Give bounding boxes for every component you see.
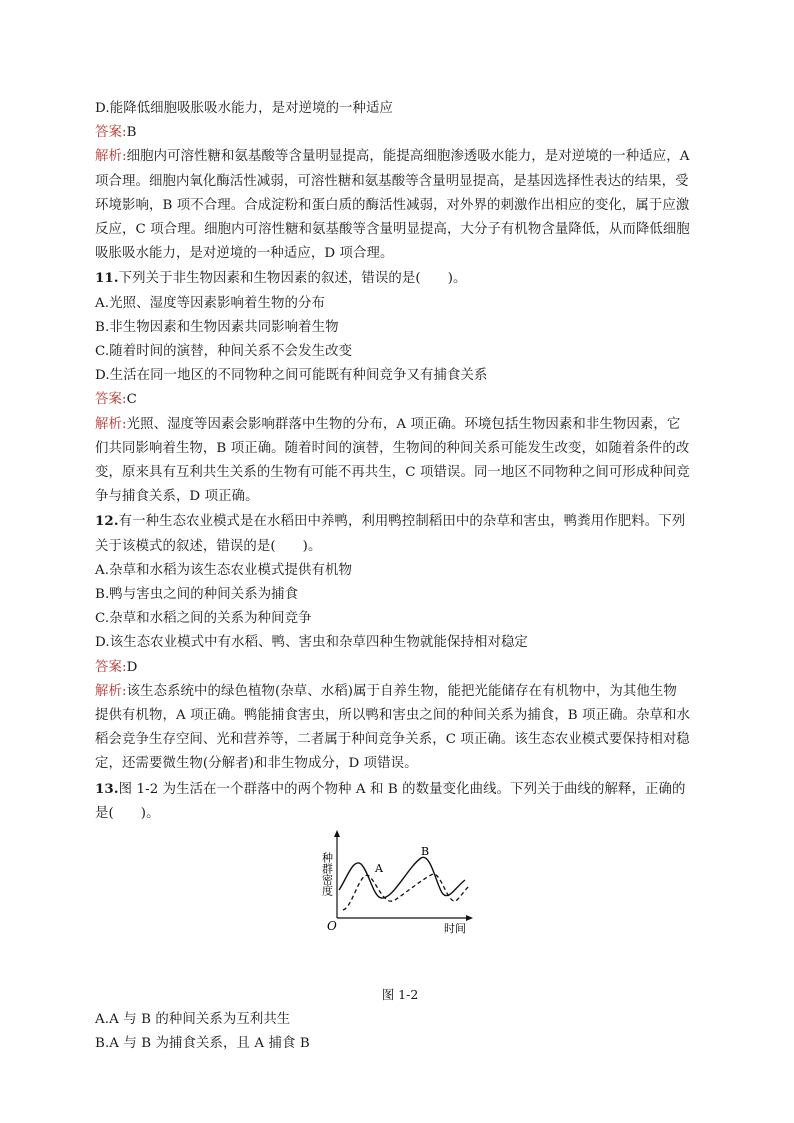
- explanation-line: 提供有机物，A 项正确。鸭能捕食害虫，所以鸭和害虫之间的种间关系为捕食，B 项正确。杂草和水: [95, 708, 691, 724]
- curve-a-label: A: [375, 862, 383, 876]
- option-line: C.随着时间的演替，种间关系不会发生改变: [95, 344, 353, 360]
- population-density-figure: [95, 826, 705, 986]
- answer-line: 答案:D: [95, 659, 138, 675]
- option-line: B.鸭与害虫之间的种间关系为捕食: [95, 587, 299, 603]
- explanation-line: 吸胀吸水能力，是对逆境的一种适应，D 项合理。: [95, 246, 394, 262]
- option-line: A.杂草和水稻为该生态农业模式提供有机物: [95, 562, 352, 578]
- option-line: B.非生物因素和生物因素共同影响着生物: [95, 319, 339, 335]
- question-line: 12.有一种生态农业模式是在水稻田中养鸭，利用鸭控制稻田中的杂草和害虫，鸭粪用作肥料。下列: [95, 513, 686, 530]
- explanation-line: 变，原来具有互利共生关系的生物有可能不再共生，C 项错误。同一地区不同物种之间可形成种间竞: [95, 465, 690, 481]
- explanation-line: 定，还需要微生物(分解者)和非生物成分，D 项错误。: [95, 756, 418, 772]
- curve-b-dashed: [343, 874, 469, 910]
- origin-label: O: [327, 919, 337, 934]
- question-line: 关于该模式的叙述，错误的是( )。: [95, 538, 322, 554]
- question-line: 是( )。: [95, 805, 160, 821]
- figure-caption: 图 1-2: [381, 987, 419, 1003]
- curve-a-solid: [339, 857, 465, 898]
- y-axis-arrow: [334, 830, 340, 837]
- x-axis-label: 时间: [444, 922, 466, 936]
- option-line: A.A 与 B 的种间关系为互利共生: [95, 1012, 291, 1028]
- explanation-line: 们共同影响着生物，B 项正确。随着时间的演替，生物间的种间关系可能发生改变，如随着条件的改: [95, 440, 690, 456]
- option-line: B.A 与 B 为捕食关系，且 A 捕食 B: [95, 1036, 310, 1052]
- option-line: D.该生态农业模式中有水稻、鸭、害虫和杂草四种生物就能保持相对稳定: [95, 635, 528, 651]
- explanation-line: 环境影响，B 项不合理。合成淀粉和蛋白质的酶活性减弱，对外界的刺激作出相应的变化，属于应激: [95, 197, 690, 213]
- explanation-line: 解析:细胞内可溶性糖和氨基酸等含量明显提高，能提高细胞渗透吸水能力，是对逆境的一种适应，A: [95, 149, 690, 165]
- answer-line: 答案:C: [95, 392, 137, 408]
- question-line: 11.下列关于非生物因素和生物因素的叙述，错误的是( )。: [95, 270, 467, 287]
- page-content: [95, 97, 705, 1057]
- option-line: D.能降低细胞吸胀吸水能力，是对逆境的一种适应: [95, 101, 394, 116]
- explanation-line: 解析:该生态系统中的绿色植物(杂草、水稻)属于自养生物，能把光能储存在有机物中，为其他生物: [95, 683, 677, 699]
- y-axis-label: 种群密度: [320, 852, 334, 897]
- option-line: C.杂草和水稻之间的关系为种间竞争: [95, 611, 312, 627]
- x-axis-arrow: [466, 915, 473, 921]
- answer-line: 答案:B: [95, 125, 137, 141]
- curve-b-label: B: [421, 845, 430, 859]
- explanation-line: 解析:光照、湿度等因素会影响群落中生物的分布，A 项正确。环境包括生物因素和非生物因素，它: [95, 416, 681, 432]
- text-block: [95, 97, 705, 826]
- question-line: 13.图 1-2 为生活在一个群落中的两个物种 A 和 B 的数量变化曲线。下列关于曲线的解释，正确的: [95, 780, 686, 797]
- explanation-line: 反应，C 项合理。细胞内可溶性糖和氨基酸等含量明显提高，大分子有机物含量降低，从而降低细胞: [95, 222, 690, 238]
- explanation-line: 争与捕食关系，D 项正确。: [95, 489, 259, 505]
- explanation-line: 项合理。细胞内氧化酶活性减弱，可溶性糖和氨基酸等含量明显提高，是基因选择性表达的结果，受: [95, 173, 689, 189]
- option-line: D.生活在同一地区的不同物种之间可能既有种间竞争又有捕食关系: [95, 368, 488, 384]
- option-line: A.光照、湿度等因素影响着生物的分布: [95, 295, 325, 311]
- population-curves-graph: [317, 828, 477, 936]
- explanation-line: 稻会竞争生存空间、光和营养等，二者属于种间竞争关系，C 项正确。该生态农业模式要保持相对稳: [95, 732, 690, 748]
